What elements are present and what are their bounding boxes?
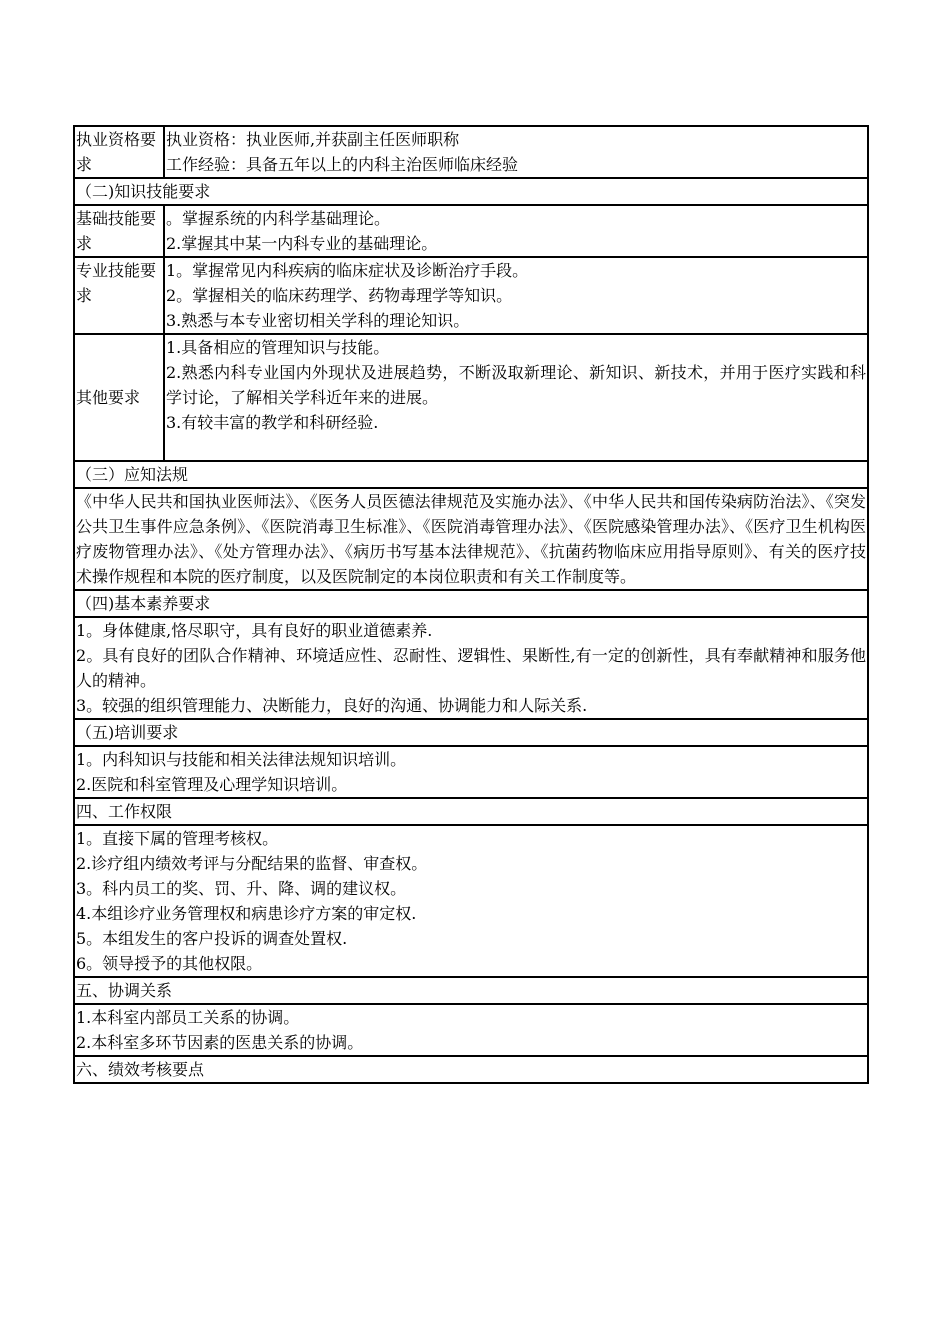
authority-item: 5。本组发生的客户投诉的调查处置权. bbox=[76, 929, 348, 948]
other-requirements-row bbox=[74, 334, 868, 461]
qualification-label: 执业资格要求 bbox=[74, 126, 164, 178]
knowledge-skill-heading-row bbox=[74, 178, 868, 205]
authority-item: 4.本组诊疗业务管理权和病患诊疗方案的审定权. bbox=[76, 904, 417, 923]
performance-heading: 六、绩效考核要点 bbox=[74, 1056, 868, 1083]
training-item: 1。内科知识与技能和相关法律法规知识培训。 bbox=[76, 750, 407, 769]
quality-item: 3。较强的组织管理能力、决断能力，良好的沟通、协调能力和人际关系. bbox=[76, 696, 588, 715]
professional-skill-label: 专业技能要求 bbox=[74, 257, 164, 334]
professional-skill-item: 2。掌握相关的临床药理学、药物毒理学等知识。 bbox=[166, 286, 513, 305]
quality-item: 2。具有良好的团队合作精神、环境适应性、忍耐性、逻辑性、果断性,有一定的创新性，具有奉献精神和服务他人的精神。 bbox=[76, 646, 866, 690]
other-requirement-item: 3.有较丰富的教学和科研经验. bbox=[166, 413, 379, 432]
authority-row bbox=[74, 825, 868, 977]
job-requirements-table bbox=[73, 125, 869, 1084]
training-heading: （五)培训要求 bbox=[74, 719, 868, 746]
training-heading-row bbox=[74, 719, 868, 746]
professional-skill-content bbox=[164, 257, 868, 334]
basic-skill-item: 2.掌握其中某一内科专业的基础理论。 bbox=[166, 234, 438, 253]
training-item: 2.医院和科室管理及心理学知识培训。 bbox=[76, 775, 348, 794]
other-requirements-label: 其他要求 bbox=[74, 334, 164, 461]
training-row bbox=[74, 746, 868, 798]
basic-skill-content bbox=[164, 205, 868, 257]
laws-text: 《中华人民共和国执业医师法》、《医务人员医德法律规范及实施办法》、《中华人民共和国传染病防治法》、《突发公共卫生事件应急条例》、《医院消毒卫生标准》、《医院消毒管理办法》、《医院感染管理办法》、《医疗卫生机构医疗废物管理办法》、《处方管理办法》、《病历书写基本法律规范》、《抗菌药物临床应用指导原则》、有关的医疗技术操作规程和本院的医疗制度，以及医院制定的本岗位职责和有关工作制度等。 bbox=[76, 492, 866, 586]
professional-skill-item: 1。掌握常见内科疾病的临床症状及诊断治疗手段。 bbox=[166, 261, 529, 280]
basic-skill-label: 基础技能要求 bbox=[74, 205, 164, 257]
coordination-heading-row bbox=[74, 977, 868, 1004]
qualities-content bbox=[74, 617, 868, 719]
authority-heading: 四、工作权限 bbox=[74, 798, 868, 825]
authority-item: 3。科内员工的奖、罚、升、降、调的建议权。 bbox=[76, 879, 407, 898]
basic-skill-item: 。掌握系统的内科学基础理论。 bbox=[166, 209, 391, 228]
qualification-row bbox=[74, 126, 868, 178]
coordination-item: 2.本科室多环节因素的医患关系的协调。 bbox=[76, 1033, 364, 1052]
professional-skill-item: 3.熟悉与本专业密切相关学科的理论知识。 bbox=[166, 311, 470, 330]
experience-line: 工作经验：具备五年以上的内科主治医师临床经验 bbox=[166, 155, 519, 174]
authority-item: 6。领导授予的其他权限。 bbox=[76, 954, 263, 973]
qualities-row bbox=[74, 617, 868, 719]
training-content bbox=[74, 746, 868, 798]
laws-content bbox=[74, 488, 868, 590]
performance-heading-row bbox=[74, 1056, 868, 1083]
basic-skill-row bbox=[74, 205, 868, 257]
authority-heading-row bbox=[74, 798, 868, 825]
other-requirement-item: 1.具备相应的管理知识与技能。 bbox=[166, 338, 390, 357]
other-requirement-item: 2.熟悉内科专业国内外现状及进展趋势，不断汲取新理论、新知识、新技术，并用于医疗实践和科学讨论，了解相关学科近年来的进展。 bbox=[166, 363, 866, 407]
job-description-page bbox=[73, 125, 869, 1084]
laws-heading-row bbox=[74, 461, 868, 488]
coordination-row bbox=[74, 1004, 868, 1056]
qualification-line: 执业资格：执业医师,并获副主任医师职称 bbox=[166, 130, 460, 149]
qualities-heading-row bbox=[74, 590, 868, 617]
coordination-item: 1.本科室内部员工关系的协调。 bbox=[76, 1008, 300, 1027]
other-requirements-content bbox=[164, 334, 868, 461]
authority-content bbox=[74, 825, 868, 977]
authority-item: 2.诊疗组内绩效考评与分配结果的监督、审查权。 bbox=[76, 854, 428, 873]
qualification-content bbox=[164, 126, 868, 178]
coordination-heading: 五、协调关系 bbox=[74, 977, 868, 1004]
quality-item: 1。身体健康,恪尽职守，具有良好的职业道德素养. bbox=[76, 621, 433, 640]
knowledge-skill-heading: （二)知识技能要求 bbox=[74, 178, 868, 205]
authority-item: 1。直接下属的管理考核权。 bbox=[76, 829, 279, 848]
professional-skill-row bbox=[74, 257, 868, 334]
laws-row bbox=[74, 488, 868, 590]
laws-heading: （三）应知法规 bbox=[74, 461, 868, 488]
qualities-heading: （四)基本素养要求 bbox=[74, 590, 868, 617]
coordination-content bbox=[74, 1004, 868, 1056]
